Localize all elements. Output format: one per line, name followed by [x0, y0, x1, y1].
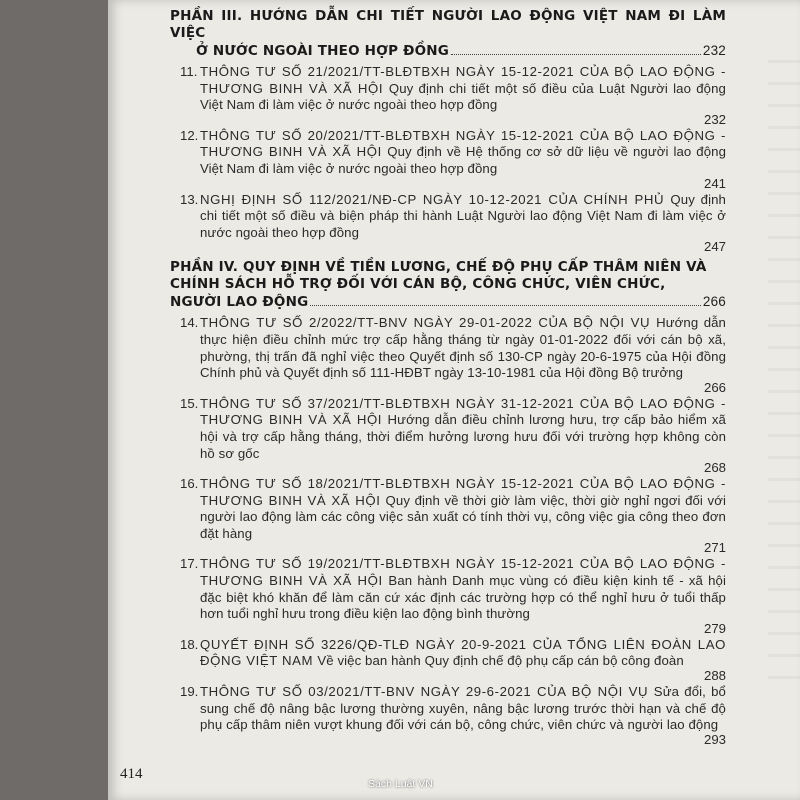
- watermark: Sách Luật VN: [368, 778, 433, 790]
- part-iii-line2: Ở NƯỚC NGOÀI THEO HỢP ĐỒNG: [196, 43, 450, 59]
- toc-entry-15: [170, 396, 726, 476]
- bleed-through-shadow: [768, 60, 800, 680]
- entry-number: 15.: [180, 395, 199, 411]
- entry-description: Hướng dẫn điều chỉnh lương hưu, trợ cấp bảo hiểm xã hội và trợ cấp hằng tháng, thời điểm hưởng lương hưu đối với trường hợp không còn hồ sơ gốc: [200, 412, 726, 461]
- entry-page: 232: [703, 111, 726, 127]
- toc-entry-18: [170, 637, 726, 684]
- entry-description: Quy định về thời giờ làm việc, thời giờ nghỉ ngơi đối với người lao động làm các công việc sản xuất có tính thời vụ, công việc gia công theo đơn đặt hàng: [200, 492, 726, 541]
- entry-description: Quy định chi tiết một số điều của Luật Người lao động Việt Nam đi làm việc ở nước ngoài theo hợp đồng: [200, 80, 726, 113]
- entry-heading: THÔNG TƯ SỐ 18/2021/TT-BLĐTBXH NGÀY 15-12-2021 CỦA BỘ LAO ĐỘNG - THƯƠNG BINH VÀ XÃ HỘI: [200, 476, 726, 508]
- entry-description: Hướng dẫn thực hiện điều chỉnh mức trợ cấp hằng tháng từ ngày 01-01-2022 đối với cán bộ xã, phường, thị trấn đã nghỉ việc theo Quyết định số 130-CP ngày 20-6-1975 của Hội đồng Chính phủ và Quyết định số 111-HĐBT ngày 13-10-1981 của Hội đồng Bộ trưởng: [200, 315, 726, 381]
- entry-number: 14.: [180, 315, 199, 331]
- table-of-contents: [170, 8, 726, 748]
- entry-number: 13.: [180, 191, 199, 207]
- part-iv-heading: [170, 259, 726, 311]
- dot-leader: [451, 54, 701, 55]
- toc-entry-16: [170, 476, 726, 556]
- entry-number: 18.: [180, 636, 199, 652]
- entry-heading: THÔNG TƯ SỐ 2/2022/TT-BNV NGÀY 29-01-2022 CỦA BỘ NỘI VỤ: [200, 315, 657, 331]
- part-iii-heading: [170, 8, 726, 60]
- entry-heading: NGHỊ ĐỊNH SỐ 112/2021/NĐ-CP NGÀY 10-12-2021 CỦA CHÍNH PHỦ: [200, 191, 671, 207]
- entry-number: 17.: [180, 556, 199, 572]
- part-iv-line1: PHẦN IV. QUY ĐỊNH VỀ TIỀN LƯƠNG, CHẾ ĐỘ PHỤ CẤP THÂM NIÊN VÀ: [170, 259, 707, 276]
- part-iv-page: 266: [702, 294, 726, 310]
- entry-description: Ban hành Danh mục vùng có điều kiện kinh tế - xã hội đặc biệt khó khăn để làm căn cứ xác định các trường hợp có thể nghỉ hưu ở tuổi thấp hơn tuổi nghỉ hưu trong điều kiện lao động bình thường: [200, 573, 726, 622]
- entry-page: 247: [703, 239, 726, 255]
- entry-heading: THÔNG TƯ SỐ 37/2021/TT-BLĐTBXH NGÀY 31-12-2021 CỦA BỘ LAO ĐỘNG - THƯƠNG BINH VÀ XÃ HỘI: [200, 395, 726, 428]
- entry-page: 288: [703, 668, 726, 684]
- entry-number: 16.: [180, 476, 199, 492]
- book-page: [108, 0, 800, 800]
- part-iv-line2: CHÍNH SÁCH HỖ TRỢ ĐỐI VỚI CÁN BỘ, CÔNG CHỨC, VIÊN CHỨC,: [170, 276, 666, 293]
- entry-heading: THÔNG TƯ SỐ 20/2021/TT-BLĐTBXH NGÀY 15-12-2021 CỦA BỘ LAO ĐỘNG - THƯƠNG BINH VÀ XÃ HỘI: [200, 127, 726, 160]
- toc-entry-13: [170, 192, 726, 256]
- entry-heading: THÔNG TƯ SỐ 19/2021/TT-BLĐTBXH NGÀY 15-12-2021 CỦA BỘ LAO ĐỘNG - THƯƠNG BINH VÀ XÃ HỘI: [200, 556, 726, 589]
- toc-entry-19: [170, 684, 726, 748]
- toc-entry-17: [170, 556, 726, 636]
- part-iv-line3: NGƯỜI LAO ĐỘNG: [170, 294, 309, 311]
- entry-description: Quy định chi tiết một số điều và biện pháp thi hành Luật Người lao động Việt Nam đi làm việc ở nước ngoài theo hợp đồng: [200, 191, 726, 240]
- entry-page: 266: [703, 379, 726, 395]
- entry-page: 268: [703, 460, 726, 476]
- page-number: 414: [120, 766, 143, 782]
- entry-heading: THÔNG TƯ SỐ 03/2021/TT-BNV NGÀY 29-6-2021 CỦA BỘ NỘI VỤ: [200, 684, 654, 700]
- entry-number: 12.: [180, 127, 199, 143]
- part-iii-line1: PHẦN III. HƯỚNG DẪN CHI TIẾT NGƯỜI LAO ĐỘNG VIỆT NAM ĐI LÀM VIỆC: [170, 8, 726, 41]
- entry-number: 19.: [180, 684, 199, 700]
- toc-entry-11: [170, 64, 726, 128]
- entry-description: Sửa đổi, bổ sung chế độ nâng bậc lương thường xuyên, nâng bậc lương trước thời hạn và chế độ phụ cấp thâm niên vượt khung đối với cán bộ, công chức, viên chức và người lao động: [200, 684, 726, 733]
- entry-description: Về việc ban hành Quy định chế độ phụ cấp cán bộ công đoàn: [317, 653, 684, 669]
- dot-leader: [310, 305, 701, 306]
- entry-description: Quy định về Hệ thống cơ sở dữ liệu về người lao động Việt Nam đi làm việc ở nước ngoài theo hợp đồng: [200, 144, 726, 176]
- entry-page: 271: [703, 540, 726, 556]
- entry-heading: THÔNG TƯ SỐ 21/2021/TT-BLĐTBXH NGÀY 15-12-2021 CỦA BỘ LAO ĐỘNG - THƯƠNG BINH VÀ XÃ HỘI: [200, 64, 726, 96]
- entry-page: 293: [703, 731, 726, 747]
- toc-entry-14: [170, 315, 726, 395]
- entry-heading: QUYẾT ĐỊNH SỐ 3226/QĐ-TLĐ NGÀY 20-9-2021 CỦA TỔNG LIÊN ĐOÀN LAO ĐỘNG VIỆT NAM: [200, 636, 726, 669]
- part-iii-page: 232: [702, 43, 726, 58]
- entry-number: 11.: [180, 64, 198, 79]
- toc-entry-12: [170, 128, 726, 192]
- entry-page: 241: [703, 175, 726, 191]
- entry-page: 279: [703, 620, 726, 636]
